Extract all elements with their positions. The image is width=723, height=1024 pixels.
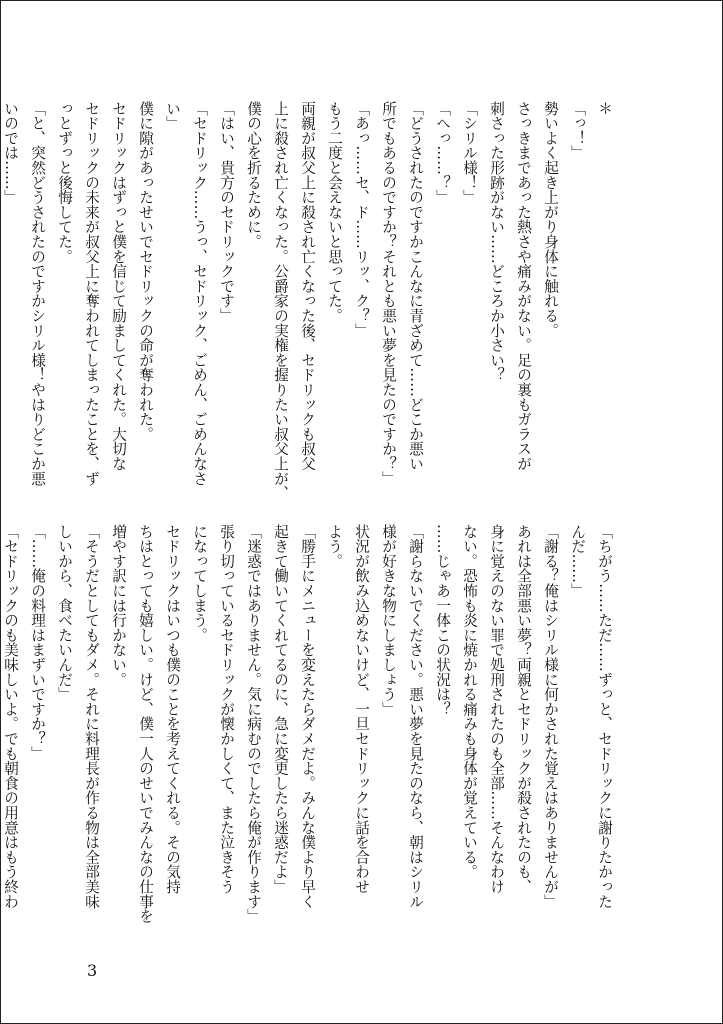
text-line: になってしまう。 bbox=[191, 524, 208, 643]
text-line: 「と、突然どうされたのですかシリル様！やはりどこか悪 bbox=[29, 101, 46, 486]
text-line: っとずっと後悔してた。 bbox=[56, 101, 73, 264]
text-line: ちはとっても嬉しい。けど、僕一人のせいでみんなの仕事を bbox=[137, 524, 154, 924]
text-line: 両親が叔父上に殺され亡くなった後、セドリックも叔父 bbox=[299, 101, 316, 471]
text-line: いのでは……」 bbox=[2, 101, 19, 205]
text-line: 「そうだとしてもダメ。それに料理長が作る物は全部美味 bbox=[83, 524, 100, 909]
text-line: 増やす訳には行かない。 bbox=[110, 524, 127, 687]
text-line: 「迷惑ではありません。気に病むのでしたら俺が作ります」 bbox=[245, 524, 262, 924]
text-line: 張り切っているセドリックが懐かしくて、また泣きそう bbox=[218, 524, 235, 894]
text-line: セドリックはいつも僕のことを考えてくれる。その気持 bbox=[164, 524, 181, 894]
text-line: ない。恐怖も炎に焼かれる痛みも身体が覚えている。 bbox=[461, 524, 478, 880]
text-line: 「謝る？俺はシリル様に何かされた覚えはありませんが」 bbox=[542, 524, 559, 909]
text-line: 勢いよく起き上がり身体に触れる。 bbox=[542, 101, 559, 338]
text-line: 「あっ……セ、ド……リッ、ク？」 bbox=[353, 101, 370, 338]
text-line: 「シリル様！」 bbox=[461, 101, 478, 205]
text-line: 「……俺の料理はまずいですか？」 bbox=[29, 524, 46, 761]
text-line: ＊ bbox=[596, 101, 613, 116]
text-line: んだ……」 bbox=[569, 524, 586, 598]
text-line: もう二度と会えないと思ってた。 bbox=[326, 101, 343, 323]
text-line: 僕の心を折るために。 bbox=[245, 101, 262, 249]
text-line: 状況が飲み込めないけど、一旦セドリックに話を合わせ bbox=[353, 524, 370, 894]
text-line: しいから、食べたいんだ」 bbox=[56, 524, 73, 702]
text-line: ……じゃあ一体この状況は？ bbox=[434, 524, 451, 717]
text-line: 起きて働いてくれてるのに、急に変更したら迷惑だよ」 bbox=[272, 524, 289, 894]
text-line: 「勝手にメニューを変えたらダメだよ。みんな僕より早く bbox=[299, 524, 316, 909]
page-number: 3 bbox=[87, 961, 98, 980]
text-line: セドリックはずっと僕を信じて励ましてくれた。大切な bbox=[110, 101, 127, 471]
text-line: 「謝らないでください。悪い夢を見たのなら、朝はシリル bbox=[407, 524, 424, 909]
text-line: あれは全部悪い夢？両親とセドリックが殺されたのも、 bbox=[515, 524, 532, 894]
text-line: さっきまであった熱さや痛みがない。足の裏もガラスが bbox=[515, 101, 532, 471]
text-line: セドリックの未来が叔父上に奪われてしまったことを、ず bbox=[83, 101, 100, 486]
text-line: 「セドリックのも美味しいよ。でも朝食の用意はもう終わ bbox=[2, 524, 19, 909]
text-line: い」 bbox=[164, 101, 181, 131]
lower-text-block bbox=[2, 524, 618, 924]
text-line: 「っ！」 bbox=[569, 101, 586, 161]
text-line: 様が好きな物にしましょう」 bbox=[380, 524, 397, 717]
text-line: よう。 bbox=[326, 524, 343, 569]
upper-text-block bbox=[2, 101, 618, 501]
text-line: 上に殺され亡くなった。公爵家の実権を握りたい叔父上が、 bbox=[272, 101, 289, 501]
text-line: 僕に隙があったせいでセドリックの命が奪われた。 bbox=[137, 101, 154, 442]
text-line: 「はい、貴方のセドリックです」 bbox=[218, 101, 235, 323]
text-line: 刺さった形跡がない……どころか小さい？ bbox=[488, 101, 505, 383]
text-line: 「へっ……？」 bbox=[434, 101, 451, 205]
text-line: 身に覚えのない罪で処刑されたのも全部……そんなわけ bbox=[488, 524, 505, 894]
text-line: 所でもあるのですか？それとも悪い夢を見たのですか？」 bbox=[380, 101, 397, 486]
text-line: 「ちがう……ただ……ずっと、セドリックに謝りたかった bbox=[596, 524, 613, 909]
text-line: 「どうされたのですかこんなに青ざめて……どこか悪い bbox=[407, 101, 424, 471]
text-line: 「セドリック……うっ、セドリック、ごめん、ごめんなさ bbox=[191, 101, 208, 486]
